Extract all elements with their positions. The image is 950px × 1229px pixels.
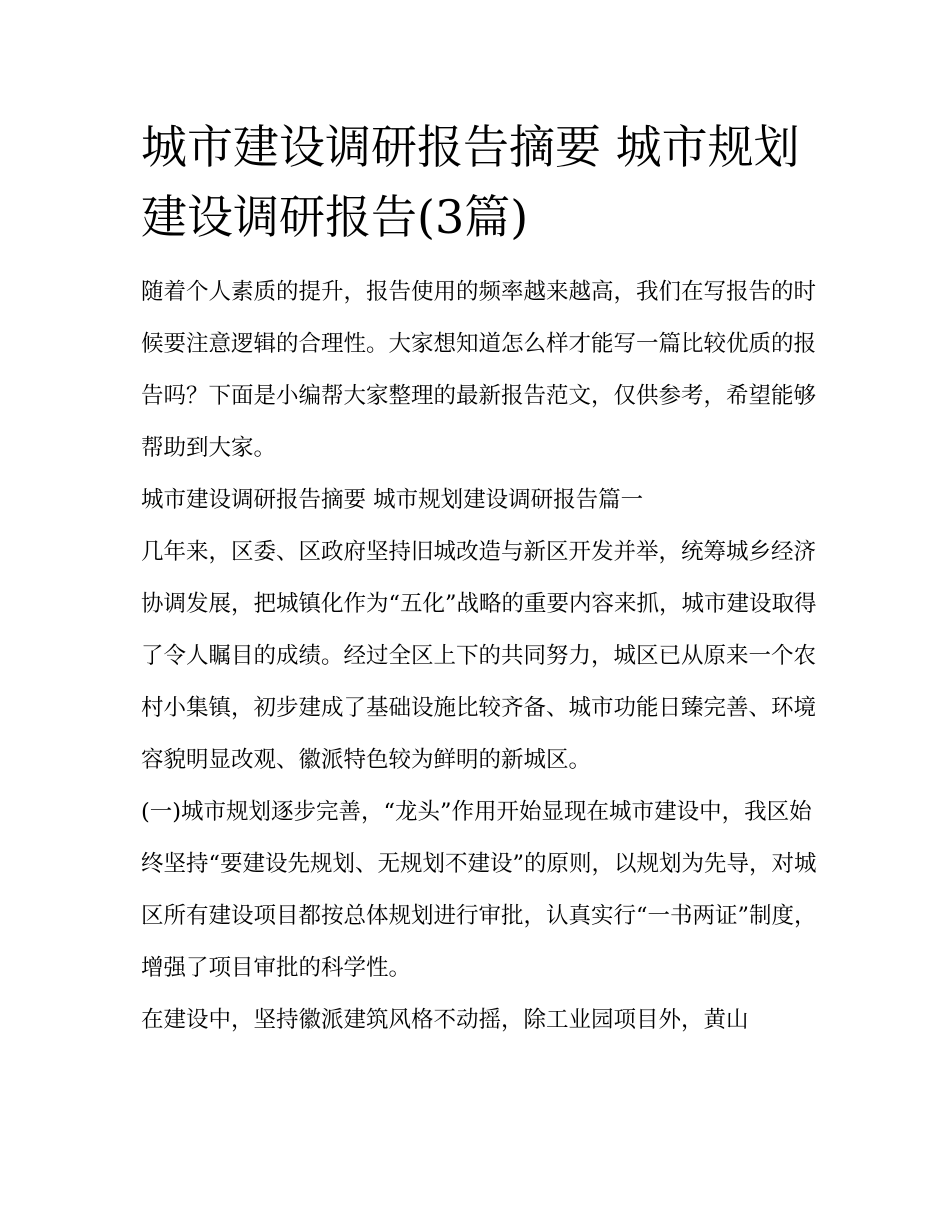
document-page <box>141 112 821 1046</box>
body-paragraph: 几年来，区委、区政府坚持旧城改造与新区开发并举，统筹城乡经济协调发展，把城镇化作为“五化”战略的重要内容来抓，城市建设取得了令人瞩目的成绩。经过全区上下的共同努力，城区已从原来一个农村小集镇，初步建成了基础设施比较齐备、城市功能日臻完善、环境容貌明显改观、徽派特色较为鲜明的新城区。 <box>141 539 817 773</box>
section-heading: 城市建设调研报告摘要 城市规划建设调研报告篇一 <box>141 487 644 513</box>
body-paragraph: 在建设中，坚持徽派建筑风格不动摇，除工业园项目外，黄山 <box>141 1007 749 1033</box>
document-title: 城市建设调研报告摘要 城市规划建设调研报告(3篇) <box>141 120 800 244</box>
intro-paragraph: 随着个人素质的提升，报告使用的频率越来越高，我们在写报告的时候要注意逻辑的合理性。大家想知道怎么样才能写一篇比较优质的报告吗？下面是小编帮大家整理的最新报告范文，仅供参考，希望能够帮助到大家。 <box>141 279 817 461</box>
body-paragraph: (一)城市规划逐步完善，“龙头”作用开始显现在城市建设中，我区始终坚持“要建设先规划、无规划不建设”的原则，以规划为先导，对城区所有建设项目都按总体规划进行审批，认真实行“一书两证”制度，增强了项目审批的科学性。 <box>141 799 817 981</box>
